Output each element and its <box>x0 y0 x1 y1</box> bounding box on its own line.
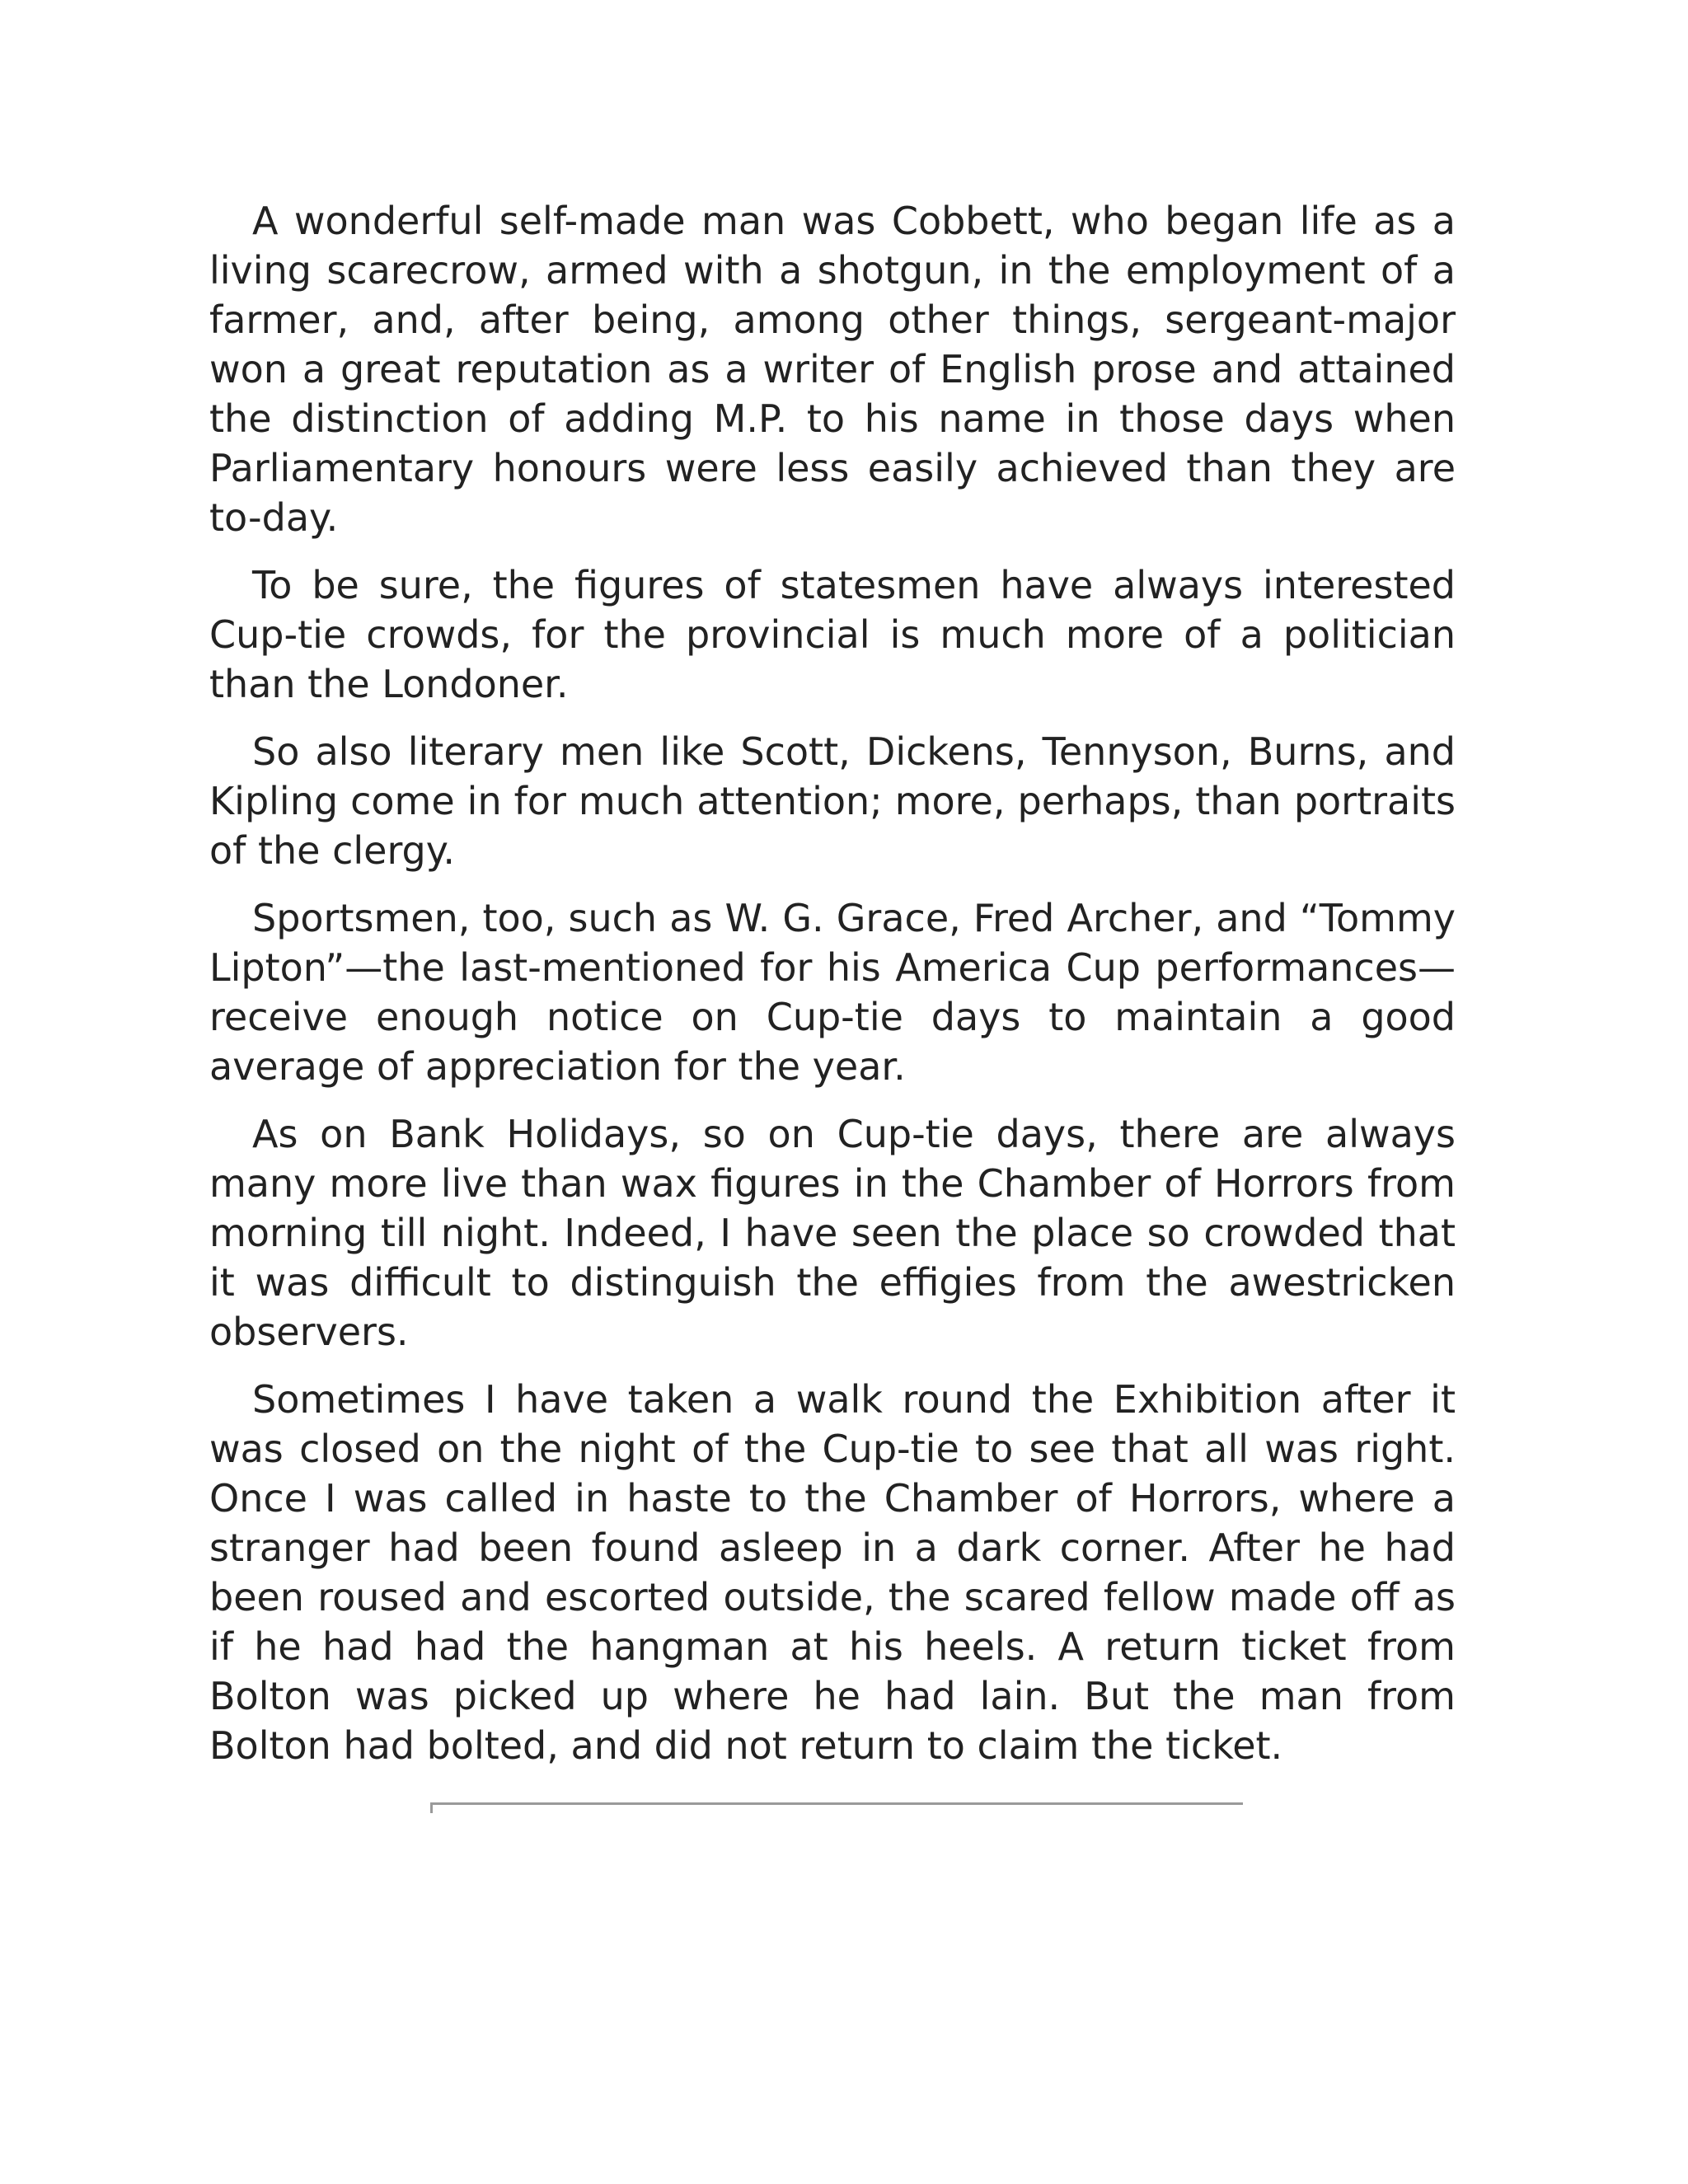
paragraph-literary-men: So also literary men like Scott, Dickens, Tennyson, Burns, and Kipling come in for much attention; more, perhaps, than portraits of the clergy. <box>209 729 1456 873</box>
separator-tick <box>430 1805 433 1813</box>
paragraph-bank-holidays: As on Bank Holidays, so on Cup-tie days, there are always many more live than wax figures in the Chamber of Horrors from morning till night. Indeed, I have seen the place so crowded that it was difficult to distinguish the effigies from the awestricken observers. <box>209 1112 1456 1354</box>
section-separator-rule <box>430 1802 1243 1805</box>
text-column <box>209 196 1456 1788</box>
paragraph-sportsmen: Sportsmen, too, such as W. G. Grace, Fred Archer, and “Tommy Lipton”—the last-mentioned for his America Cup performances—receive enough notice on Cup-tie days to maintain a good average of appreciation for the year. <box>209 896 1456 1089</box>
paragraph-cobbett: A wonderful self-made man was Cobbett, who began life as a living scarecrow, armed with a shotgun, in the employment of a farmer, and, after being, among other things, sergeant-major won a great reputation as a writer of English prose and attained the distinction of adding M.P. to his name in those days when Parliamentary honours were less easily achieved than they are to-day. <box>209 199 1456 540</box>
paragraph-statesmen: To be sure, the figures of statesmen have always interested Cup-tie crowds, for the provincial is much more of a politician than the Londoner. <box>209 563 1456 706</box>
paragraph-bolton-ticket: Sometimes I have taken a walk round the Exhibition after it was closed on the night of the Cup-tie to see that all was right. Once I was called in haste to the Chamber of Horrors, where a stranger had been found asleep in a dark corner. After he had been roused and escorted outside, the scared fellow made off as if he had had the hangman at his heels. A return ticket from Bolton was picked up where he had lain. But the man from Bolton had bolted, and did not return to claim the ticket. <box>209 1377 1456 1768</box>
